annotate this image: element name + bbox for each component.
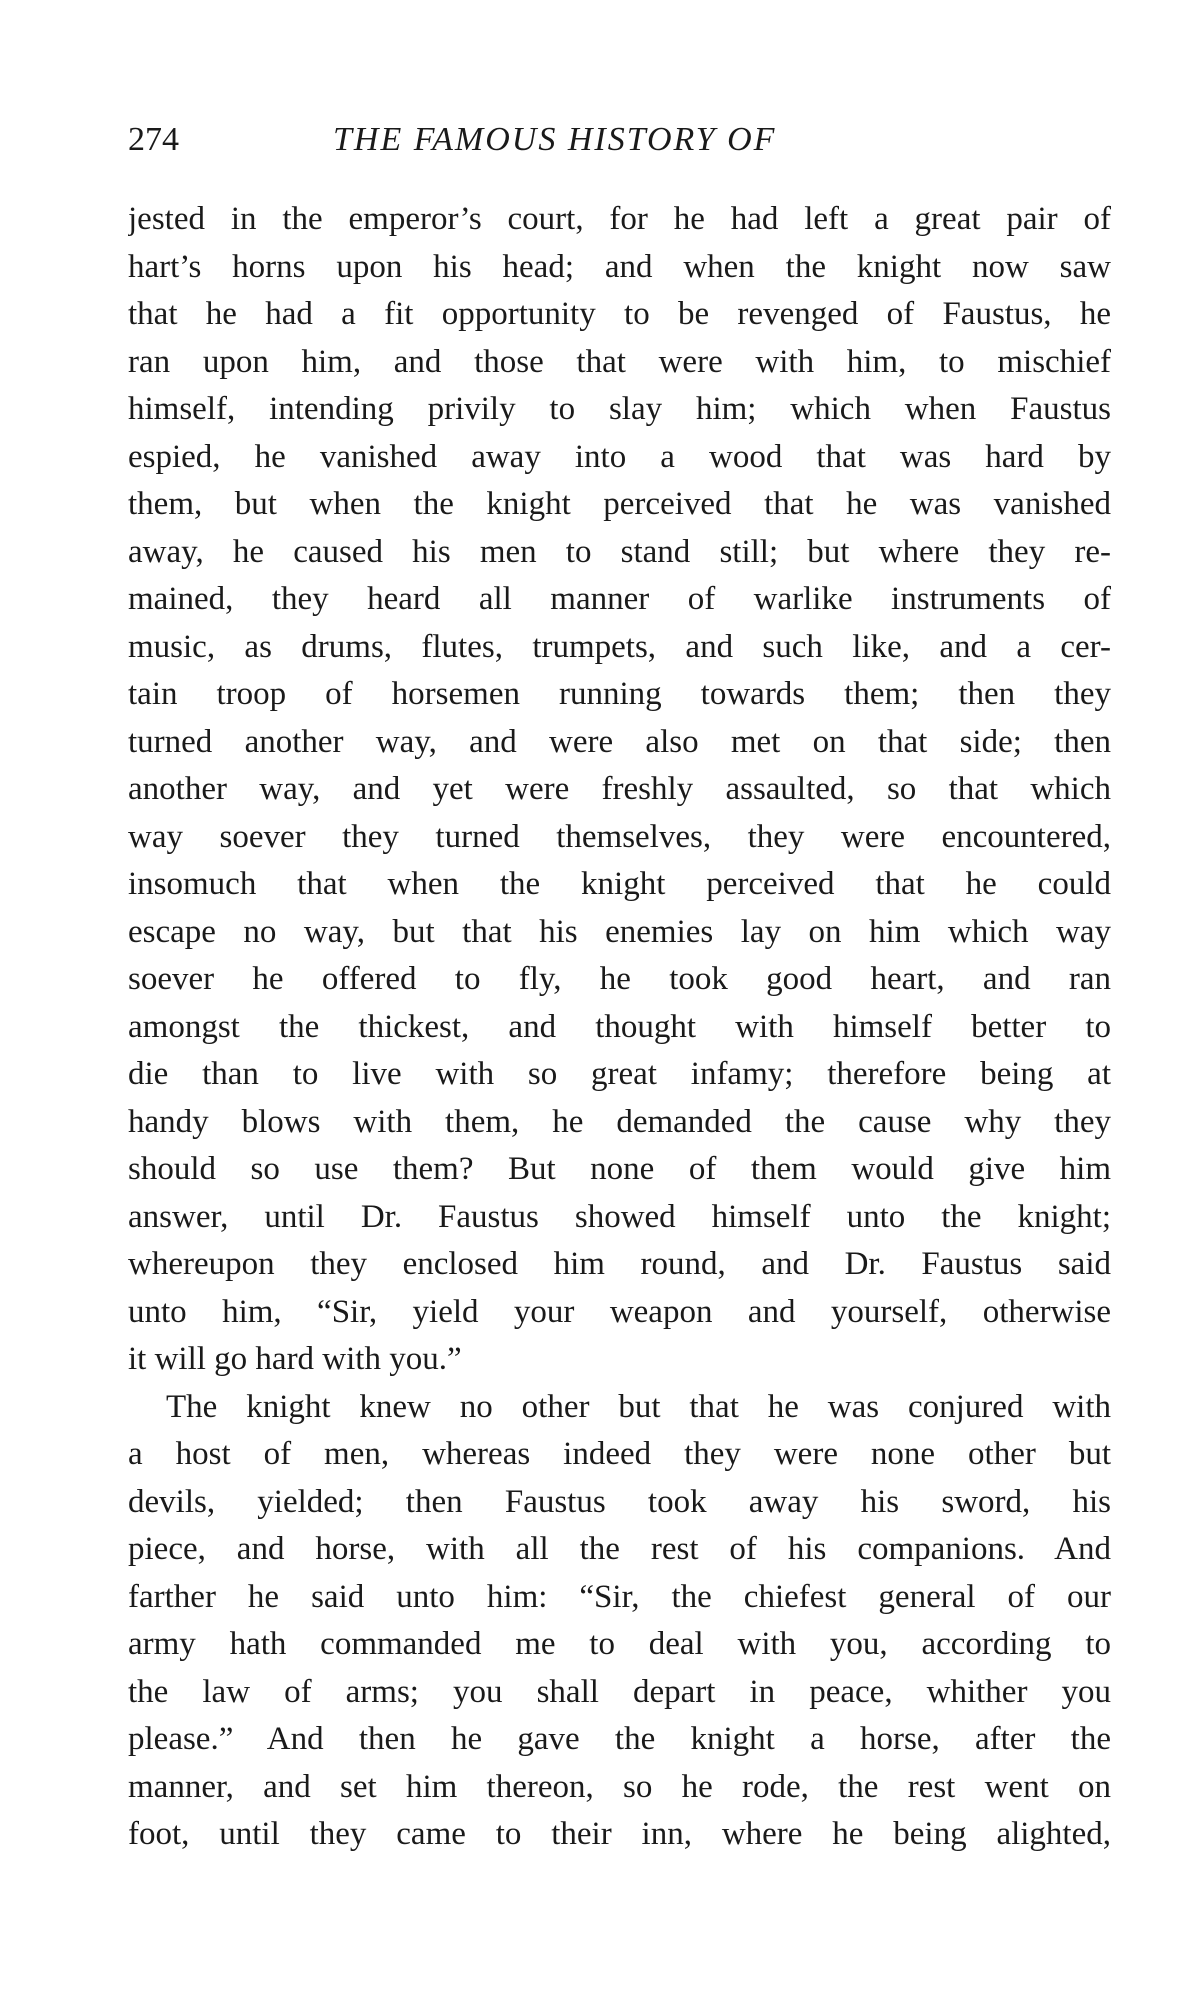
text-line: foot, until they came to their inn, where he being alighted, (128, 1816, 1111, 1852)
text-line: escape no way, but that his enemies lay on him which way (128, 913, 1111, 950)
running-title: THE FAMOUS HISTORY OF (333, 121, 777, 158)
text-line: insomuch that when the knight perceived that he could (128, 866, 1111, 902)
text-line: away, he caused his men to stand still; but where they re- (128, 533, 1111, 570)
text-line: whereupon they enclosed him round, and Dr. Faustus said (128, 1246, 1111, 1282)
text-line: soever he offered to fly, he took good heart, and ran (128, 961, 1111, 997)
text-line: should so use them? But none of them would give him (128, 1151, 1111, 1187)
text-line: answer, until Dr. Faustus showed himself unto the knight; (128, 1198, 1111, 1235)
text-line: them, but when the knight perceived that he was vanished (128, 486, 1111, 522)
text-line: way soever they turned themselves, they were encountered, (128, 818, 1111, 855)
text-line: mained, they heard all manner of warlike instruments of (128, 581, 1111, 617)
text-line: manner, and set him thereon, so he rode, the rest went on (128, 1768, 1111, 1805)
text-line: another way, and yet were freshly assaulted, so that which (128, 771, 1111, 807)
text-line: turned another way, and were also met on that side; then (128, 723, 1111, 760)
text-line: hart’s horns upon his head; and when the knight now saw (128, 248, 1111, 285)
text-line: tain troop of horsemen running towards them; then they (128, 676, 1111, 712)
text-line: himself, intending privily to slay him; which when Faustus (128, 391, 1111, 427)
text-line: farther he said unto him: “Sir, the chiefest general of our (128, 1578, 1111, 1615)
text-line: army hath commanded me to deal with you, according to (128, 1626, 1111, 1662)
text-line: espied, he vanished away into a wood that was hard by (128, 438, 1111, 475)
text-line: handy blows with them, he demanded the cause why they (128, 1103, 1111, 1140)
body-text (128, 196, 1111, 1859)
text-line: devils, yielded; then Faustus took away his sword, his (128, 1483, 1111, 1520)
text-line: ran upon him, and those that were with him, to mischief (128, 343, 1111, 380)
text-line: unto him, “Sir, yield your weapon and yourself, otherwise (128, 1293, 1111, 1330)
text-line: amongst the thickest, and thought with himself better to (128, 1008, 1111, 1045)
text-line: piece, and horse, with all the rest of his companions. And (128, 1531, 1111, 1567)
text-line: a host of men, whereas indeed they were none other but (128, 1436, 1111, 1472)
text-line: The knight knew no other but that he was conjured with (166, 1388, 1111, 1425)
text-line: jested in the emperor’s court, for he had left a great pair of (128, 201, 1111, 237)
text-line: please.” And then he gave the knight a horse, after the (128, 1721, 1111, 1757)
running-head (128, 118, 1108, 162)
text-line: die than to live with so great infamy; therefore being at (128, 1056, 1111, 1092)
text-line: the law of arms; you shall depart in peace, whither you (128, 1673, 1111, 1710)
page-number: 274 (128, 121, 179, 158)
text-line: it will go hard with you.” (128, 1341, 462, 1377)
text-line: music, as drums, flutes, trumpets, and such like, and a cer- (128, 628, 1111, 665)
text-line: that he had a fit opportunity to be revenged of Faustus, he (128, 296, 1111, 332)
